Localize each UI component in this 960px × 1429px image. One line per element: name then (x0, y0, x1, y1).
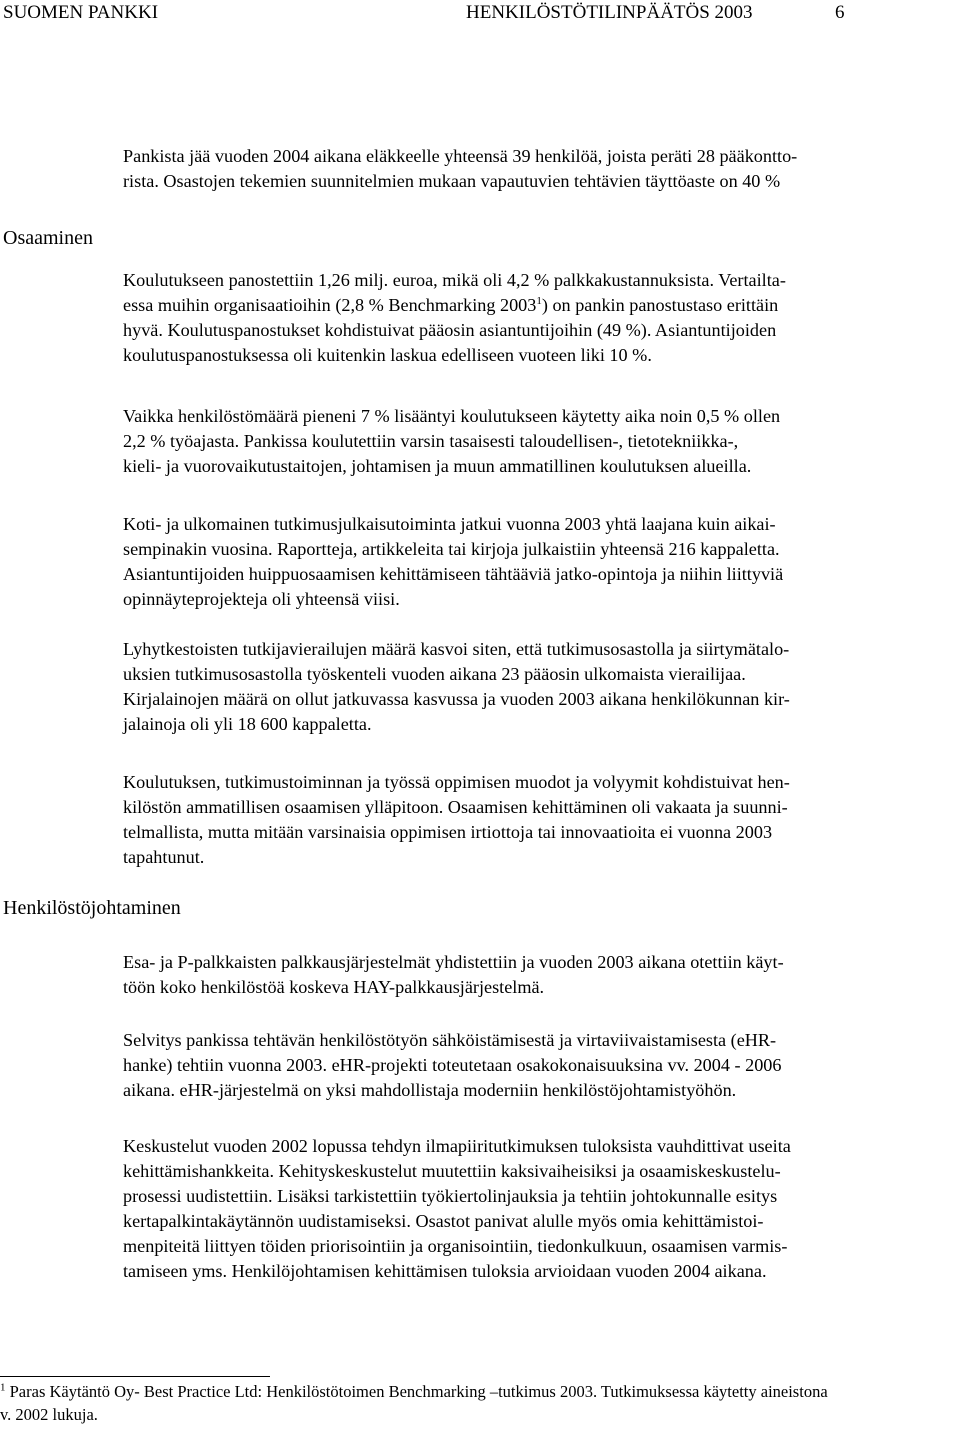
paragraph-line: Koulutuksen, tutkimustoiminnan ja työssä oppimisen muodot ja volyymit kohdistuivat hen- (123, 772, 790, 792)
paragraph-line: Pankista jää vuoden 2004 aikana eläkkeelle yhteensä 39 henkilöä, joista peräti 28 pääkontto- (123, 146, 798, 166)
footnote-marker: 1 (0, 1381, 6, 1394)
paragraph-line: kieli- ja vuorovaikutustaitojen, johtamisen ja muun ammatillinen koulutuksen alueilla. (123, 455, 752, 476)
paragraph-training-investment (123, 268, 953, 368)
paragraph-line-with-footnote (123, 293, 953, 318)
paragraph-line: rista. Osastojen tekemien suunnitelmien mukaan vapautuvien tehtävien täyttöaste on 40 % (123, 170, 781, 191)
paragraph-line: hanke) tehtiin vuonna 2003. eHR-projekti toteutetaan osakokonaisuuksina vv. 2004 - 2006 (123, 1054, 782, 1075)
paragraph-line: Asiantuntijoiden huippuosaamisen kehittämiseen tähtääviä jatko-opintoja ja niihin liittyviä (123, 563, 784, 584)
paragraph-line: kehittämishankkeita. Kehityskeskustelut muutettiin kaksivaiheisiksi ja osaamiskeskustelu- (123, 1160, 781, 1181)
paragraph-line: aikana. eHR-järjestelmä on yksi mahdollistaja moderniin henkilöstöjohtamistyöhön. (123, 1079, 737, 1100)
paragraph-line-text: ) on pankin panostustaso erittäin (541, 294, 779, 315)
paragraph-line: Kirjalainojen määrä on ollut jatkuvassa kasvussa ja vuoden 2003 aikana henkilökunnan kir- (123, 688, 790, 709)
paragraph-line: Koti- ja ulkomainen tutkimusjulkaisutoiminta jatkui vuonna 2003 yhtä laajana kuin aikai- (123, 514, 776, 534)
paragraph-line: koulutuspanostuksessa oli kuitenkin laskua edelliseen vuoteen liki 10 %. (123, 344, 652, 365)
paragraph-line: telmallista, mutta mitään varsinaisia oppimisen irtiottoja tai innovaatioita ei vuonna 2003 (123, 821, 773, 842)
paragraph-line: töön koko henkilöstöä koskeva HAY-palkkausjärjestelmä. (123, 976, 545, 997)
paragraph-line: uksien tutkimusosastolla työskenteli vuoden aikana 23 pääosin ulkomaista vierailijaa. (123, 663, 746, 684)
paragraph-line: Vaikka henkilöstömäärä pieneni 7 % lisääntyi koulutukseen käytetty aika noin 0,5 % ollen (123, 406, 781, 426)
paragraph-line: 2,2 % työajasta. Pankissa koulutettiin varsin tasaisesti taloudellisen-, tietotekniikka-, (123, 430, 739, 451)
paragraph-line: kertapalkintakäytännön uudistamiseksi. Osastot panivat alulle myös omia kehittämistoi- (123, 1210, 764, 1231)
paragraph-climate-survey (123, 1134, 953, 1283)
page-number: 6 (835, 2, 845, 23)
paragraph-line: jalainoja oli yli 18 600 kappaletta. (123, 713, 372, 734)
paragraph-line: menpiteitä liittyen töiden priorisointiin ja organisointiin, tiedonkulkuun, osaamisen varmis- (123, 1235, 788, 1256)
footnote-text: Paras Käytäntö Oy- Best Practice Ltd: Henkilöstötoimen Benchmarking –tutkimus 2003. Tutkimuksessa käytetty aineistona (5, 1382, 828, 1401)
paragraph-line: Keskustelut vuoden 2002 lopussa tehdyn ilmapiiritutkimuksen tuloksista vauhdittivat useita (123, 1136, 791, 1156)
paragraph-line-text: essa muihin organisaatioihin (2,8 % Benchmarking 2003 (123, 294, 537, 315)
paragraph-line: Selvitys pankissa tehtävän henkilöstötyön sähköistämisestä ja virtaviivaistamisesta (eHR- (123, 1030, 777, 1050)
paragraph-line: Koulutukseen panostettiin 1,26 milj. euroa, mikä oli 4,2 % palkkakustannuksista. Vertailta- (123, 270, 786, 290)
paragraph-line: tamiseen yms. Henkilöjohtamisen kehittämisen tuloksia arvioidaan vuoden 2004 aikana. (123, 1260, 767, 1281)
header-report-title: HENKILÖSTÖTILINPÄÄTÖS 2003 (466, 2, 753, 23)
paragraph-line: hyvä. Koulutuspanostukset kohdistuivat pääosin asiantuntijoihin (49 %). Asiantuntijoiden (123, 319, 777, 340)
footnote-line: v. 2002 lukuja. (0, 1405, 98, 1424)
footnote-line (0, 1380, 960, 1403)
section-heading-henkilostojohtaminen: Henkilöstöjohtaminen (3, 897, 181, 919)
paragraph-line: kilöstön ammatillisen osaamisen ylläpitoon. Osaamisen kehittäminen oli vakaata ja suunni- (123, 796, 788, 817)
footnote (0, 1380, 960, 1426)
paragraph-ehr-project (123, 1028, 953, 1103)
paragraph-retirements (123, 144, 953, 194)
paragraph-research-publications (123, 512, 953, 612)
paragraph-line: Lyhytkestoisten tutkijavierailujen määrä kasvoi siten, että tutkimusosastolla ja siirtymätalo- (123, 639, 790, 659)
footnote-divider (0, 1376, 270, 1377)
section-heading-osaaminen: Osaaminen (3, 227, 93, 249)
header-organization: SUOMEN PANKKI (3, 2, 159, 23)
footnote-reference: 1 (536, 294, 542, 307)
paragraph-line: tapahtunut. (123, 846, 205, 867)
paragraph-line: prosessi uudistettiin. Lisäksi tarkistettiin työkiertolinjauksia ja tehtiin johtokunnalle esitys (123, 1185, 778, 1206)
paragraph-pay-system (123, 950, 953, 1000)
paragraph-line: sempinakin vuosina. Raportteja, artikkeleita tai kirjoja julkaistiin yhteensä 216 kappaletta. (123, 538, 780, 559)
paragraph-training-time (123, 404, 953, 479)
paragraph-line: Esa- ja P-palkkaisten palkkausjärjestelmät yhdistettiin ja vuoden 2003 aikana otettiin käyt- (123, 952, 784, 972)
paragraph-learning-forms (123, 770, 953, 870)
paragraph-line: opinnäyteprojekteja oli yhteensä viisi. (123, 588, 400, 609)
paragraph-researcher-visits (123, 637, 953, 737)
